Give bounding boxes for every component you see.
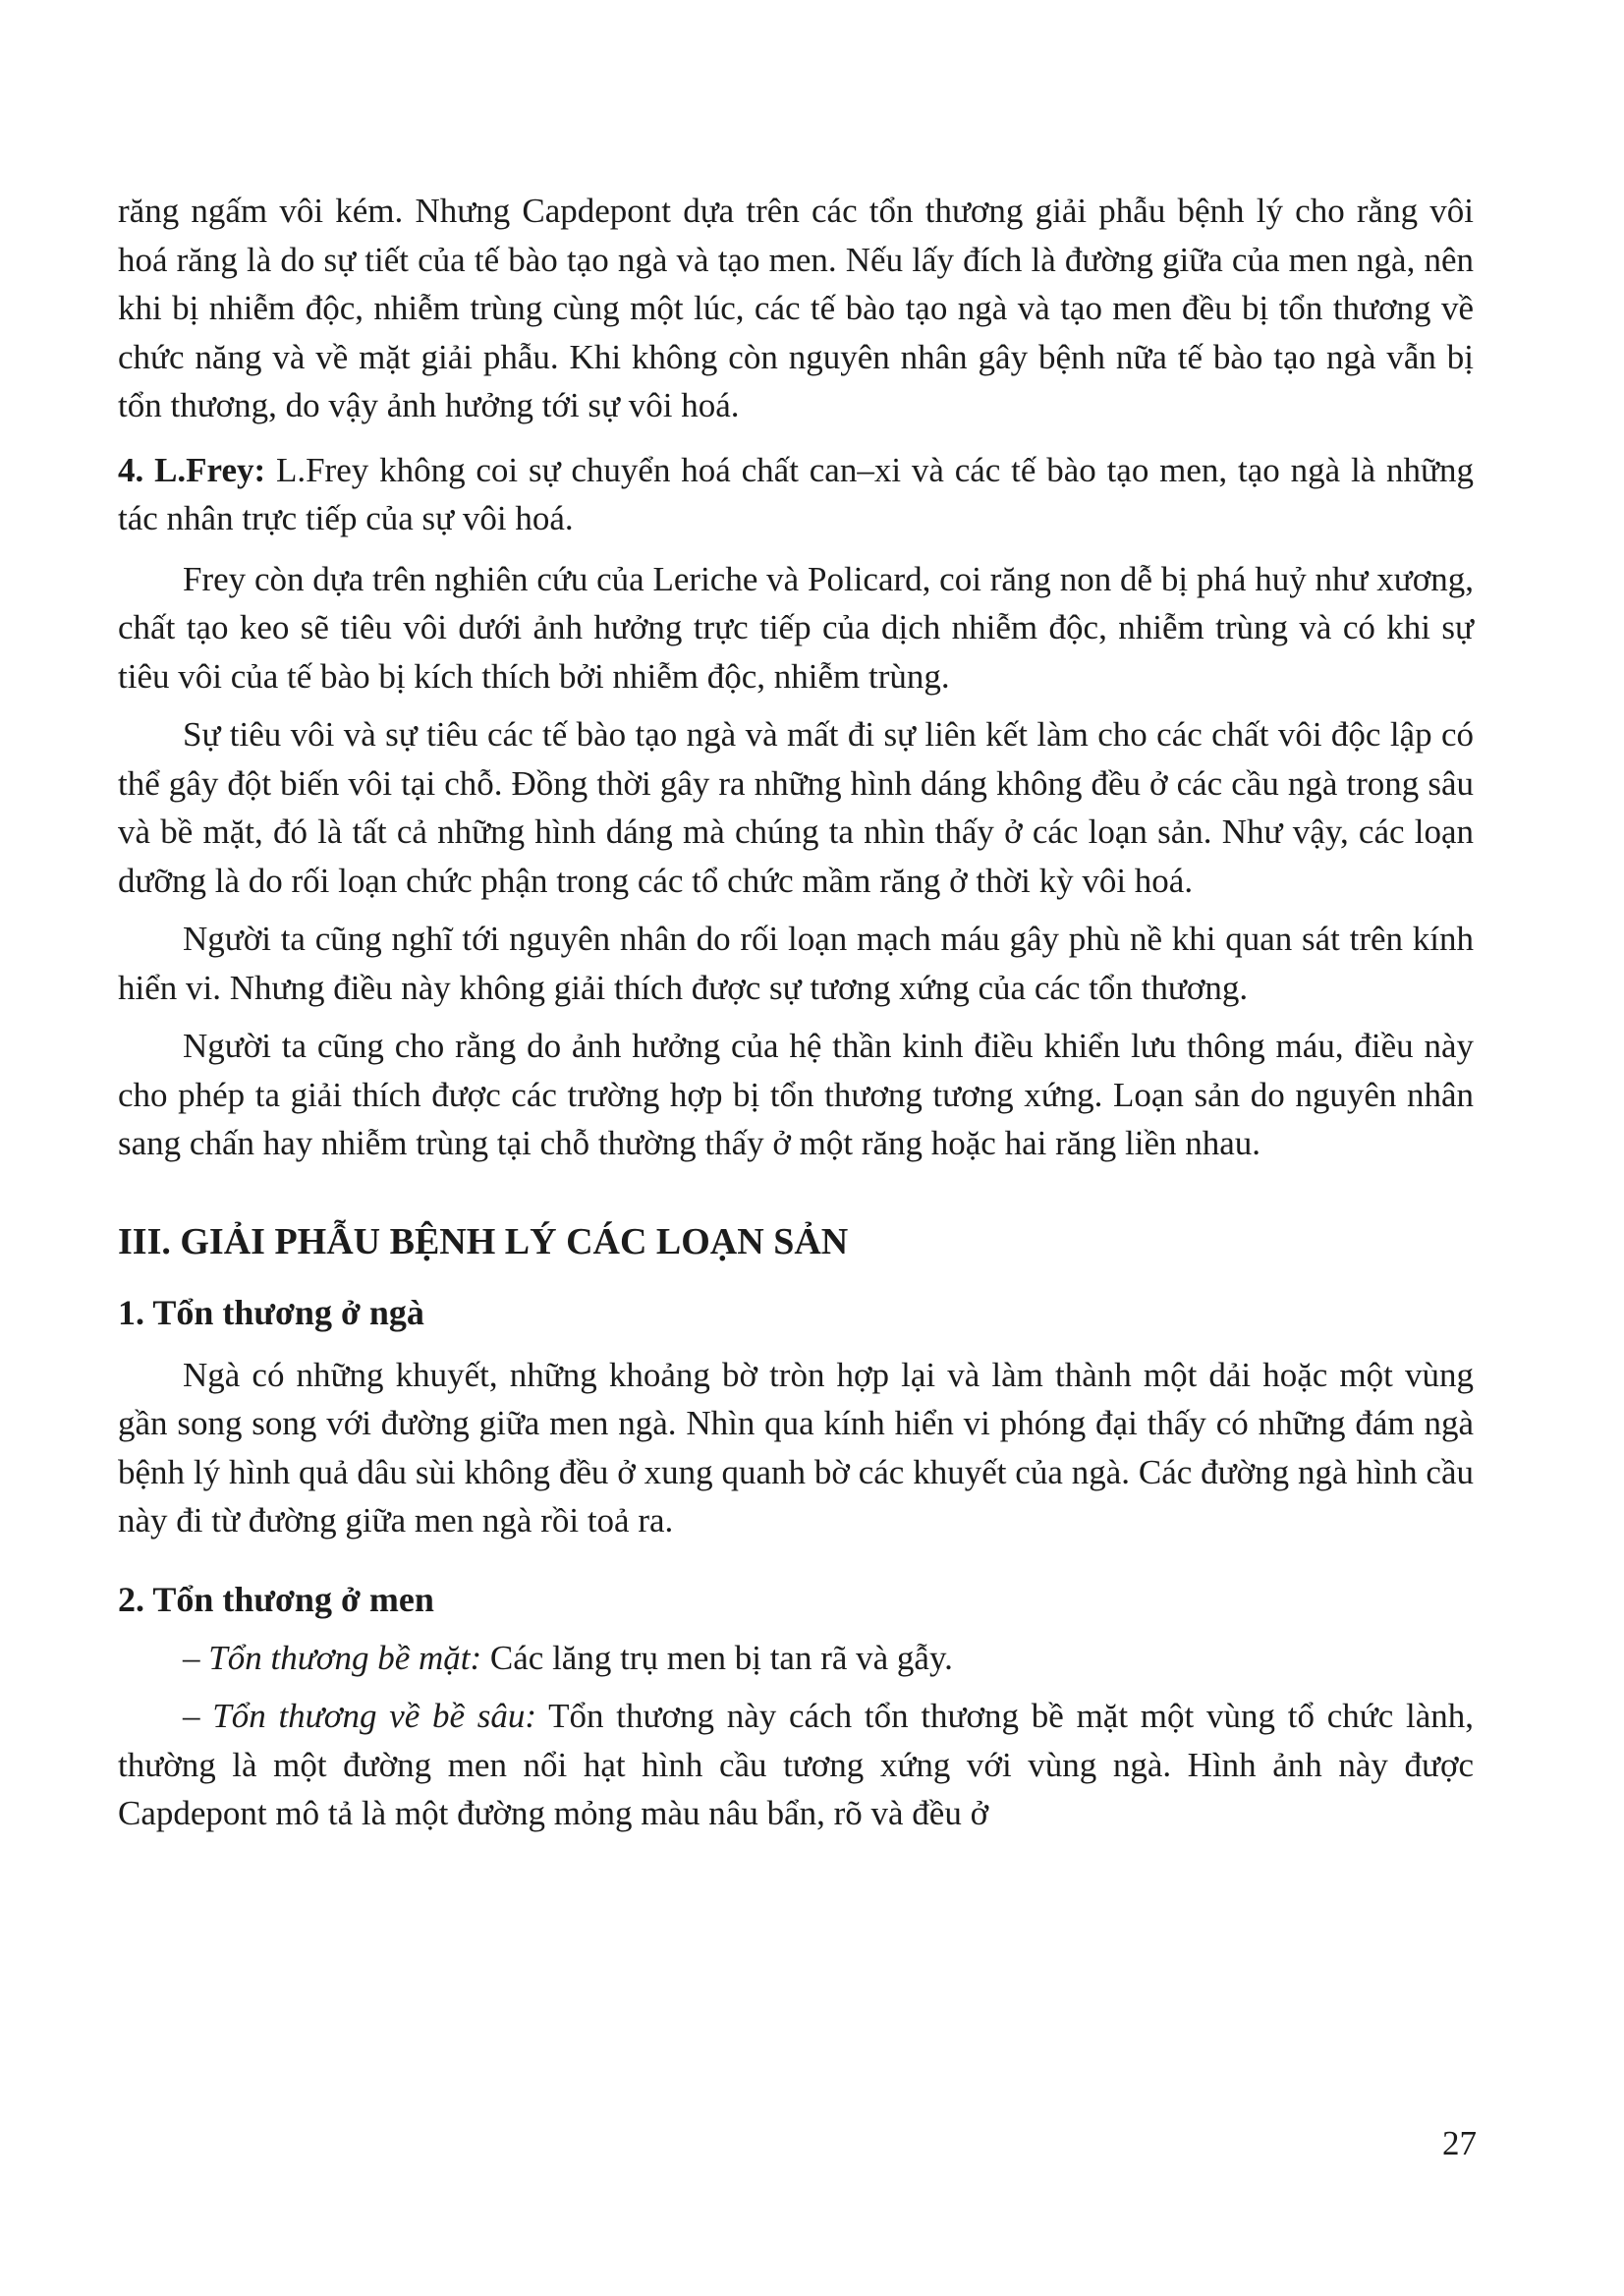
paragraph-frey bbox=[118, 446, 1474, 543]
list-item-be-sau bbox=[118, 1692, 1474, 1838]
paragraph-mach-mau: Người ta cũng nghĩ tới nguyên nhân do rối loạn mạch máu gây phù nề khi quan sát trên kính hiển vi. Nhưng điều này không giải thích được sự tương xứng của các tổn thương. bbox=[118, 920, 1474, 1007]
item-label-be-sau: – Tổn thương về bề sâu: bbox=[183, 1697, 537, 1735]
item-label-be-mat: – Tổn thương bề mặt: bbox=[183, 1638, 482, 1677]
paragraph-than-kinh: Người ta cũng cho rằng do ảnh hưởng của hệ thần kinh điều khiển lưu thông máu, điều này cho phép ta giải thích được các trường hợp bị tổn thương tương xứng. Loạn sản do nguyên nhân sang chấn hay nhiễm trùng tại chỗ thường thấy ở một răng hoặc hai răng liền nhau. bbox=[118, 1027, 1474, 1162]
paragraph-tieu-voi: Sự tiêu vôi và sự tiêu các tế bào tạo ngà và mất đi sự liên kết làm cho các chất vôi độc lập có thể gây đột biến vôi tại chỗ. Đồng thời gây ra những hình dáng không đều ở các cầu ngà trong sâu và bề mặt, đó là tất cả những hình dáng mà chúng ta nhìn thấy ở các loạn sản. Như vậy, các loạn dưỡng là do rối loạn chức phận trong các tổ chức mầm răng ở thời kỳ vôi hoá. bbox=[118, 715, 1474, 900]
subsection-heading-nga: 1. Tổn thương ở ngà bbox=[118, 1292, 424, 1332]
item-text-be-mat: Các lăng trụ men bị tan rã và gẫy. bbox=[481, 1638, 953, 1677]
subsection-heading-men: 2. Tổn thương ở men bbox=[118, 1579, 434, 1619]
section-heading: III. GIẢI PHẪU BỆNH LÝ CÁC LOẠN SẢN bbox=[118, 1220, 849, 1262]
list-item-be-mat bbox=[118, 1634, 1474, 1683]
paragraph-ton-thuong-nga: Ngà có những khuyết, những khoảng bờ tròn hợp lại và làm thành một dải hoặc một vùng gần song song với đường giữa men ngà. Nhìn qua kính hiển vi phóng đại thấy có những đám ngà bệnh lý hình quả dâu sùi không đều ở xung quanh bờ các khuyết của ngà. Các đường ngà hình cầu này đi từ đường giữa men ngà rồi toả ra. bbox=[118, 1355, 1474, 1540]
frey-lead: 4. L.Frey: bbox=[118, 450, 266, 489]
paragraph-capdepont: răng ngấm vôi kém. Nhưng Capdepont dựa trên các tổn thương giải phẫu bệnh lý cho rằng vôi hoá răng là do sự tiết của tế bào tạo ngà và tạo men. Nếu lấy đích là đường giữa của men ngà, nên khi bị nhiễm độc, nhiễm trùng cùng một lúc, các tế bào tạo ngà và tạo men đều bị tổn thương về chức năng và về mặt giải phẫu. Khi không còn nguyên nhân gây bệnh nữa tế bào tạo ngà vẫn bị tổn thương, do vậy ảnh hưởng tới sự vôi hoá. bbox=[118, 192, 1474, 424]
document-page bbox=[118, 187, 1474, 1838]
item-text-be-sau: Tổn thương này cách tổn thương bề mặt một vùng tổ chức lành, thường là một đường men nổi hạt hình cầu tương xứng với vùng ngà. Hình ảnh này được Capdepont mô tả là một đường mỏng màu nâu bẩn, rõ và đều ở bbox=[118, 1697, 1474, 1832]
frey-text: L.Frey không coi sự chuyển hoá chất can–xi và các tế bào tạo men, tạo ngà là những tác nhân trực tiếp của sự vôi hoá. bbox=[118, 450, 1474, 537]
page-number: 27 bbox=[1442, 2124, 1477, 2162]
paragraph-leriche: Frey còn dựa trên nghiên cứu của Leriche và Policard, coi răng non dễ bị phá huỷ như xương, chất tạo keo sẽ tiêu vôi dưới ảnh hưởng trực tiếp của dịch nhiễm độc, nhiễm trùng và có khi sự tiêu vôi của tế bào bị kích thích bởi nhiễm độc, nhiễm trùng. bbox=[118, 559, 1474, 696]
